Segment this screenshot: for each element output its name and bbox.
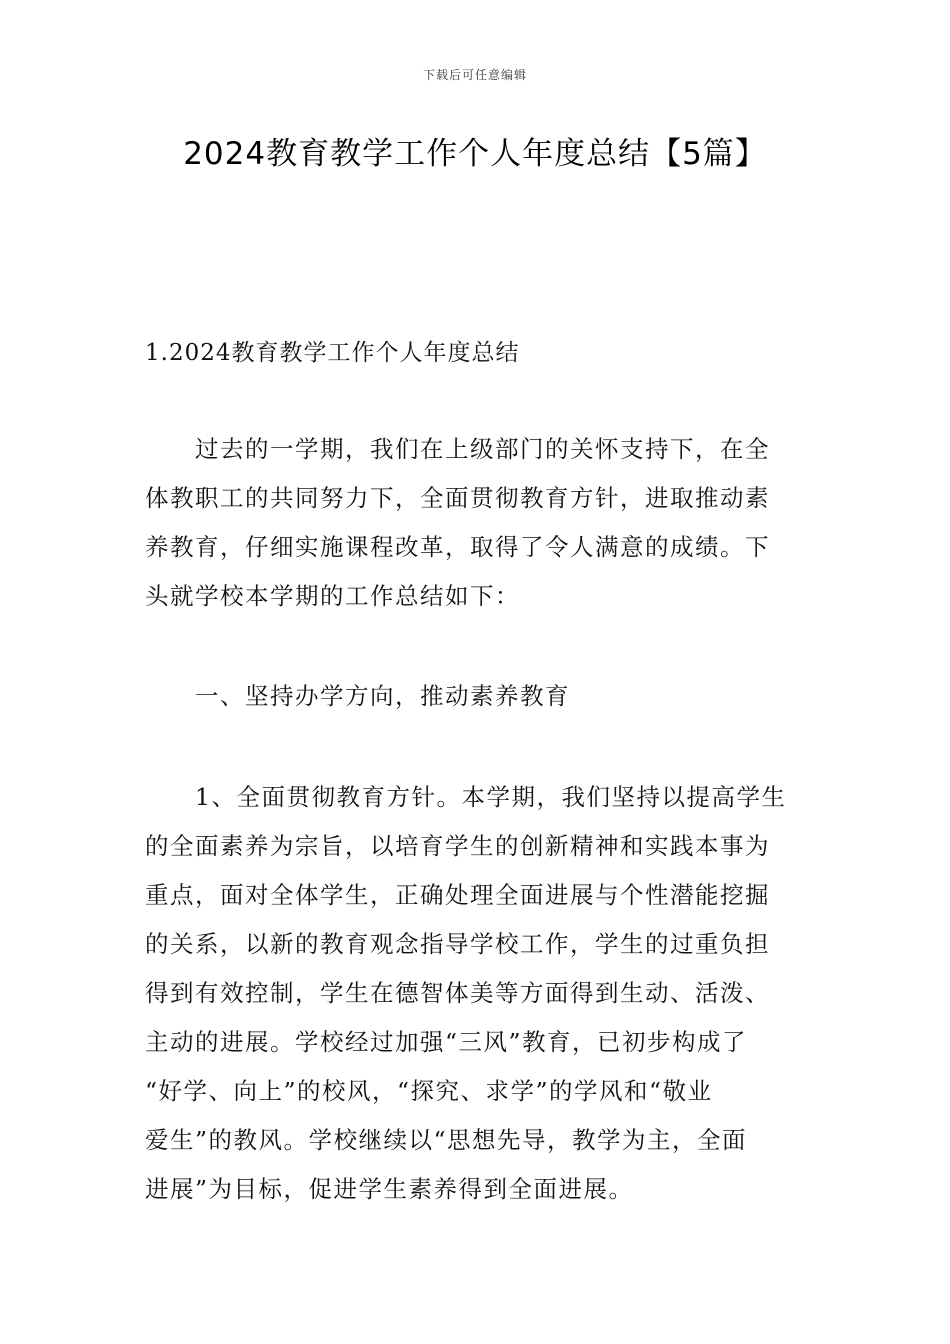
subheading (145, 672, 807, 721)
body-paragraph (145, 773, 807, 1214)
paragraph-line: 的关系，以新的教育观念指导学校工作，学生的过重负担 (145, 930, 770, 958)
paragraph-line: 进展”为目标，促进学生素养得到全面进展。 (145, 1175, 634, 1203)
paragraph-line: 养教育，仔细实施课程改革，取得了令人满意的成绩。下 (145, 533, 770, 561)
paragraph-line: 体教职工的共同努力下，全面贯彻教育方针，进取推动素 (145, 484, 770, 512)
subheading-text: 一、坚持办学方向，推动素养教育 (195, 682, 570, 710)
paragraph-line: 1、全面贯彻教育方针。本学期，我们坚持以提高学生 (195, 783, 787, 811)
paragraph-line: 爱生”的教风。学校继续以“思想先导，教学为主，全面 (145, 1126, 748, 1154)
paragraph-line: “好学、向上”的校风，“探究、求学”的学风和“敬业 (145, 1077, 713, 1105)
document-title: 2024教育教学工作个人年度总结【5篇】 (183, 136, 767, 172)
paragraph-line: 主动的进展。学校经过加强“三风”教育，已初步构成了 (145, 1028, 748, 1056)
paragraph-line: 重点，面对全体学生，正确处理全面进展与个性潜能挖掘 (145, 881, 770, 909)
paragraph-line: 头就学校本学期的工作总结如下： (145, 582, 520, 610)
paragraph-line: 的全面素养为宗旨，以培育学生的创新精神和实践本事为 (145, 832, 770, 860)
intro-paragraph (145, 425, 807, 621)
header-note: 下载后可任意编辑 (422, 68, 527, 82)
paragraph-line: 过去的一学期，我们在上级部门的关怀支持下，在全 (195, 435, 770, 463)
section-title: 1.2024教育教学工作个人年度总结 (145, 340, 520, 366)
paragraph-line: 得到有效控制，学生在德智体美等方面得到生动、活泼、 (145, 979, 770, 1007)
